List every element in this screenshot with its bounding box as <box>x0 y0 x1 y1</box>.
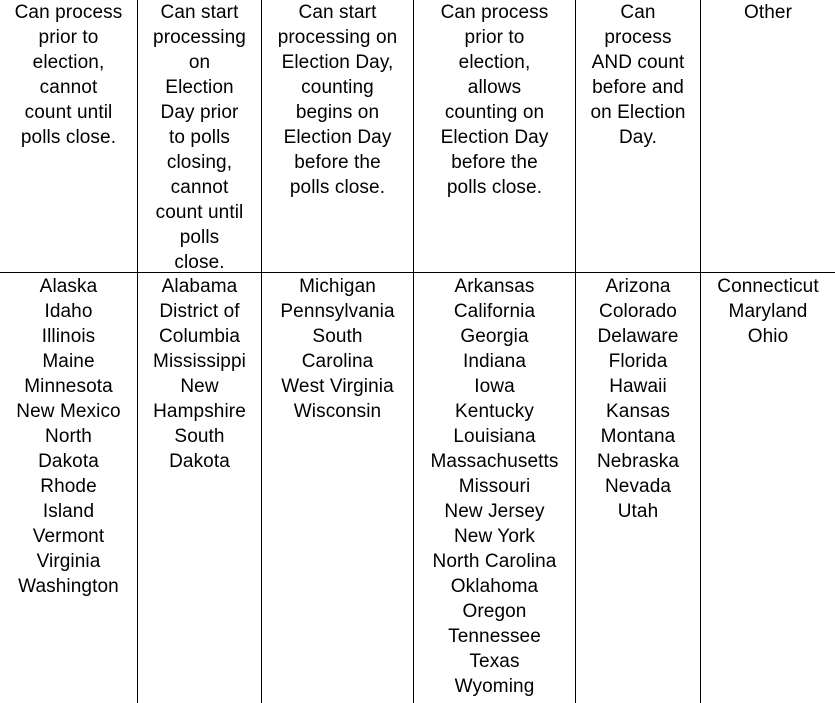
header-line: election, <box>32 52 105 73</box>
header-line: prior to <box>38 27 99 48</box>
state-name: Nebraska <box>596 451 680 472</box>
state-name: Dakota <box>38 451 99 472</box>
state-name: New Jersey <box>444 501 545 522</box>
state-name: Maine <box>42 351 95 372</box>
state-name: North Carolina <box>432 551 557 572</box>
state-name: Alaska <box>39 276 98 297</box>
state-name: Louisiana <box>453 426 536 447</box>
header-line: Election <box>165 77 234 98</box>
column-process-election-day-count-after-close <box>137 0 261 703</box>
column-header <box>414 0 575 200</box>
column-header <box>138 0 261 275</box>
header-line: before and <box>592 77 684 98</box>
header-line: Day prior <box>160 102 239 123</box>
state-name: Nevada <box>604 476 672 497</box>
state-list <box>701 274 835 349</box>
state-name: Oklahoma <box>450 576 539 597</box>
header-line: cannot <box>170 177 229 198</box>
header-line: counting <box>301 77 374 98</box>
column-header <box>0 0 137 150</box>
header-line: Election Day <box>440 127 549 148</box>
state-name: Vermont <box>32 526 105 547</box>
state-name: Massachusetts <box>430 451 559 472</box>
state-name: Hawaii <box>609 376 667 397</box>
header-line: closing, <box>166 152 233 173</box>
header-line: Other <box>743 2 793 23</box>
state-name: Utah <box>617 501 659 522</box>
state-name: North <box>45 426 92 447</box>
header-line: close. <box>174 252 225 273</box>
state-name: New York <box>453 526 536 547</box>
state-name: Tennessee <box>448 626 541 647</box>
state-name: Rhode <box>40 476 97 497</box>
header-line: polls close. <box>289 177 386 198</box>
column-process-and-count-before <box>575 0 700 703</box>
state-name: Maryland <box>728 301 808 322</box>
column-header <box>576 0 700 150</box>
header-line: Election Day, <box>281 52 394 73</box>
header-line: polls close. <box>20 127 117 148</box>
header-line: processing on <box>277 27 398 48</box>
header-line: polls <box>179 227 220 248</box>
state-name: Connecticut <box>717 276 819 297</box>
state-name: Michigan <box>299 276 376 297</box>
header-line: cannot <box>39 77 98 98</box>
header-line: Can process <box>14 2 123 23</box>
state-name: District of <box>159 301 240 322</box>
state-name: Columbia <box>158 326 241 347</box>
state-name: Montana <box>600 426 676 447</box>
header-line: before the <box>294 152 381 173</box>
state-list <box>262 274 413 424</box>
header-line: polls close. <box>446 177 543 198</box>
state-list <box>576 274 700 524</box>
state-name: New <box>180 376 219 397</box>
header-line: Election Day <box>283 127 392 148</box>
state-name: Minnesota <box>24 376 113 397</box>
column-header <box>262 0 413 200</box>
state-name: Delaware <box>597 326 679 347</box>
state-name: Illinois <box>41 326 96 347</box>
state-name: Dakota <box>169 451 230 472</box>
state-name: Colorado <box>599 301 677 322</box>
state-name: Arizona <box>605 276 671 297</box>
header-line: allows <box>467 77 522 98</box>
state-name: Pennsylvania <box>280 301 395 322</box>
column-header <box>701 0 835 25</box>
state-name: Texas <box>469 651 520 672</box>
column-process-before-count-after-close <box>0 0 137 703</box>
state-name: West Virginia <box>281 376 394 397</box>
state-name: Florida <box>608 351 668 372</box>
header-line: election, <box>458 52 531 73</box>
state-name: Kansas <box>606 401 670 422</box>
header-line: process <box>604 27 672 48</box>
state-name: Arkansas <box>454 276 535 297</box>
state-list <box>138 274 261 474</box>
state-name: Idaho <box>44 301 93 322</box>
header-line: Can start <box>160 2 239 23</box>
header-line: before the <box>451 152 538 173</box>
header-line: Can start <box>298 2 377 23</box>
state-name: Washington <box>18 576 119 597</box>
state-name: Iowa <box>474 376 515 397</box>
state-name: Wisconsin <box>293 401 382 422</box>
column-other <box>700 0 835 703</box>
state-name: South <box>312 326 363 347</box>
column-process-and-count-election-day <box>261 0 413 703</box>
column-process-before-count-election-day <box>413 0 575 703</box>
header-line: AND count <box>591 52 685 73</box>
header-line: processing <box>153 27 246 48</box>
header-line: begins on <box>295 102 380 123</box>
state-list <box>414 274 575 699</box>
header-line: Can process <box>440 2 549 23</box>
state-name: Indiana <box>462 351 527 372</box>
state-name: South <box>174 426 225 447</box>
header-line: Day. <box>618 127 658 148</box>
state-name: Missouri <box>458 476 531 497</box>
state-name: Wyoming <box>454 676 535 697</box>
state-name: Carolina <box>301 351 374 372</box>
state-name: Georgia <box>460 326 529 347</box>
header-line: on <box>188 52 211 73</box>
state-name: Island <box>42 501 95 522</box>
state-name: Oregon <box>462 601 527 622</box>
header-line: Can <box>620 2 656 23</box>
state-name: New Mexico <box>16 401 121 422</box>
state-name: Alabama <box>161 276 238 297</box>
header-line: on Election <box>590 102 686 123</box>
state-name: Mississippi <box>153 351 246 372</box>
header-line: to polls <box>168 127 230 148</box>
header-line: count until <box>24 102 113 123</box>
header-line: counting on <box>444 102 545 123</box>
header-line: prior to <box>464 27 525 48</box>
state-name: Kentucky <box>455 401 534 422</box>
state-list <box>0 274 137 599</box>
state-name: Ohio <box>747 326 789 347</box>
state-name: Virginia <box>36 551 101 572</box>
header-line: count until <box>155 202 244 223</box>
state-name: Hampshire <box>153 401 246 422</box>
state-name: California <box>453 301 536 322</box>
